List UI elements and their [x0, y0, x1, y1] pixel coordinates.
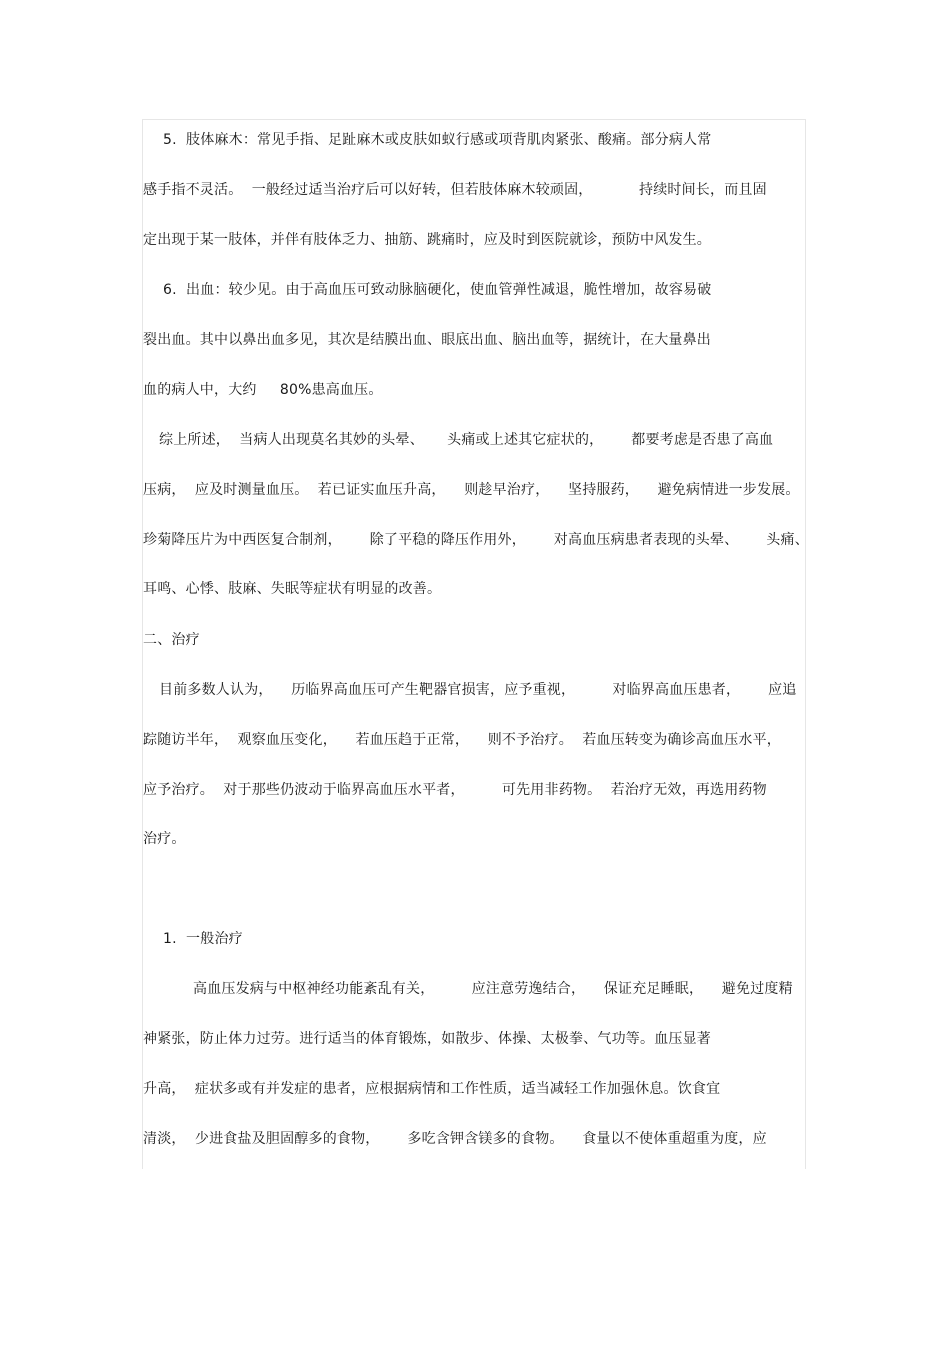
section-heading-treatment: 二、治疗: [143, 632, 200, 648]
subheading-general-treatment: 1. 一般治疗: [163, 931, 243, 947]
paragraph-line: 清淡， 少进食盐及胆固醇多的食物， 多吃含钾含镁多的食物。 食量以不使体重超重为度，应: [143, 1131, 767, 1147]
item-5-limb-numbness: 5. 肢体麻木：常见手指、足趾麻木或皮肤如蚁行感或项背肌肉紧张、酸痛。部分病人常: [163, 132, 712, 148]
summary-paragraph: 综上所述， 当病人出现莫名其妙的头晕、 头痛或上述其它症状的， 都要考虑是否患了高血: [159, 432, 774, 448]
paragraph-line: 感手指不灵活。 一般经过适当治疗后可以好转，但若肢体麻木较顽固， 持续时间长，而且固: [143, 182, 767, 198]
paragraph-line: 定出现于某一肢体，并伴有肢体乏力、抽筋、跳痛时，应及时到医院就诊，预防中风发生。: [143, 232, 711, 248]
page-frame: [142, 119, 806, 1169]
treatment-paragraph: 目前多数人认为， 历临界高血压可产生靶器官损害，应予重视， 对临界高血压患者， 应追: [159, 682, 797, 698]
paragraph-line: 神紧张，防止体力过劳。进行适当的体育锻炼，如散步、体操、太极拳、气功等。血压显著: [143, 1031, 711, 1047]
paragraph-line: 踪随访半年， 观察血压变化， 若血压趋于正常， 则不予治疗。 若血压转变为确诊高血压水平，: [143, 732, 781, 748]
paragraph-line: 血的病人中，大约 80%患高血压。: [143, 382, 383, 398]
item-6-bleeding: 6. 出血：较少见。由于高血压可致动脉脑硬化，使血管弹性减退，脆性增加，故容易破: [163, 282, 712, 298]
general-treatment-paragraph: 高血压发病与中枢神经功能紊乱有关， 应注意劳逸结合， 保证充足睡眠， 避免过度精: [193, 981, 793, 997]
paragraph-line: 压病， 应及时测量血压。 若已证实血压升高， 则趁早治疗， 坚持服药， 避免病情进一步发展。: [143, 482, 800, 498]
paragraph-line: 裂出血。其中以鼻出血多见，其次是结膜出血、眼底出血、脑出血等，据统计，在大量鼻出: [143, 332, 711, 348]
paragraph-line: 珍菊降压片为中西医复合制剂， 除了平稳的降压作用外， 对高血压病患者表现的头晕、 头痛、: [143, 532, 809, 548]
paragraph-line: 耳鸣、心悸、肢麻、失眠等症状有明显的改善。: [143, 581, 442, 597]
paragraph-line: 应予治疗。 对于那些仍波动于临界高血压水平者， 可先用非药物。 若治疗无效，再选用药物: [143, 782, 767, 798]
paragraph-line: 升高， 症状多或有并发症的患者，应根据病情和工作性质，适当减轻工作加强休息。饮食宜: [143, 1081, 721, 1097]
paragraph-line: 治疗。: [143, 831, 186, 847]
